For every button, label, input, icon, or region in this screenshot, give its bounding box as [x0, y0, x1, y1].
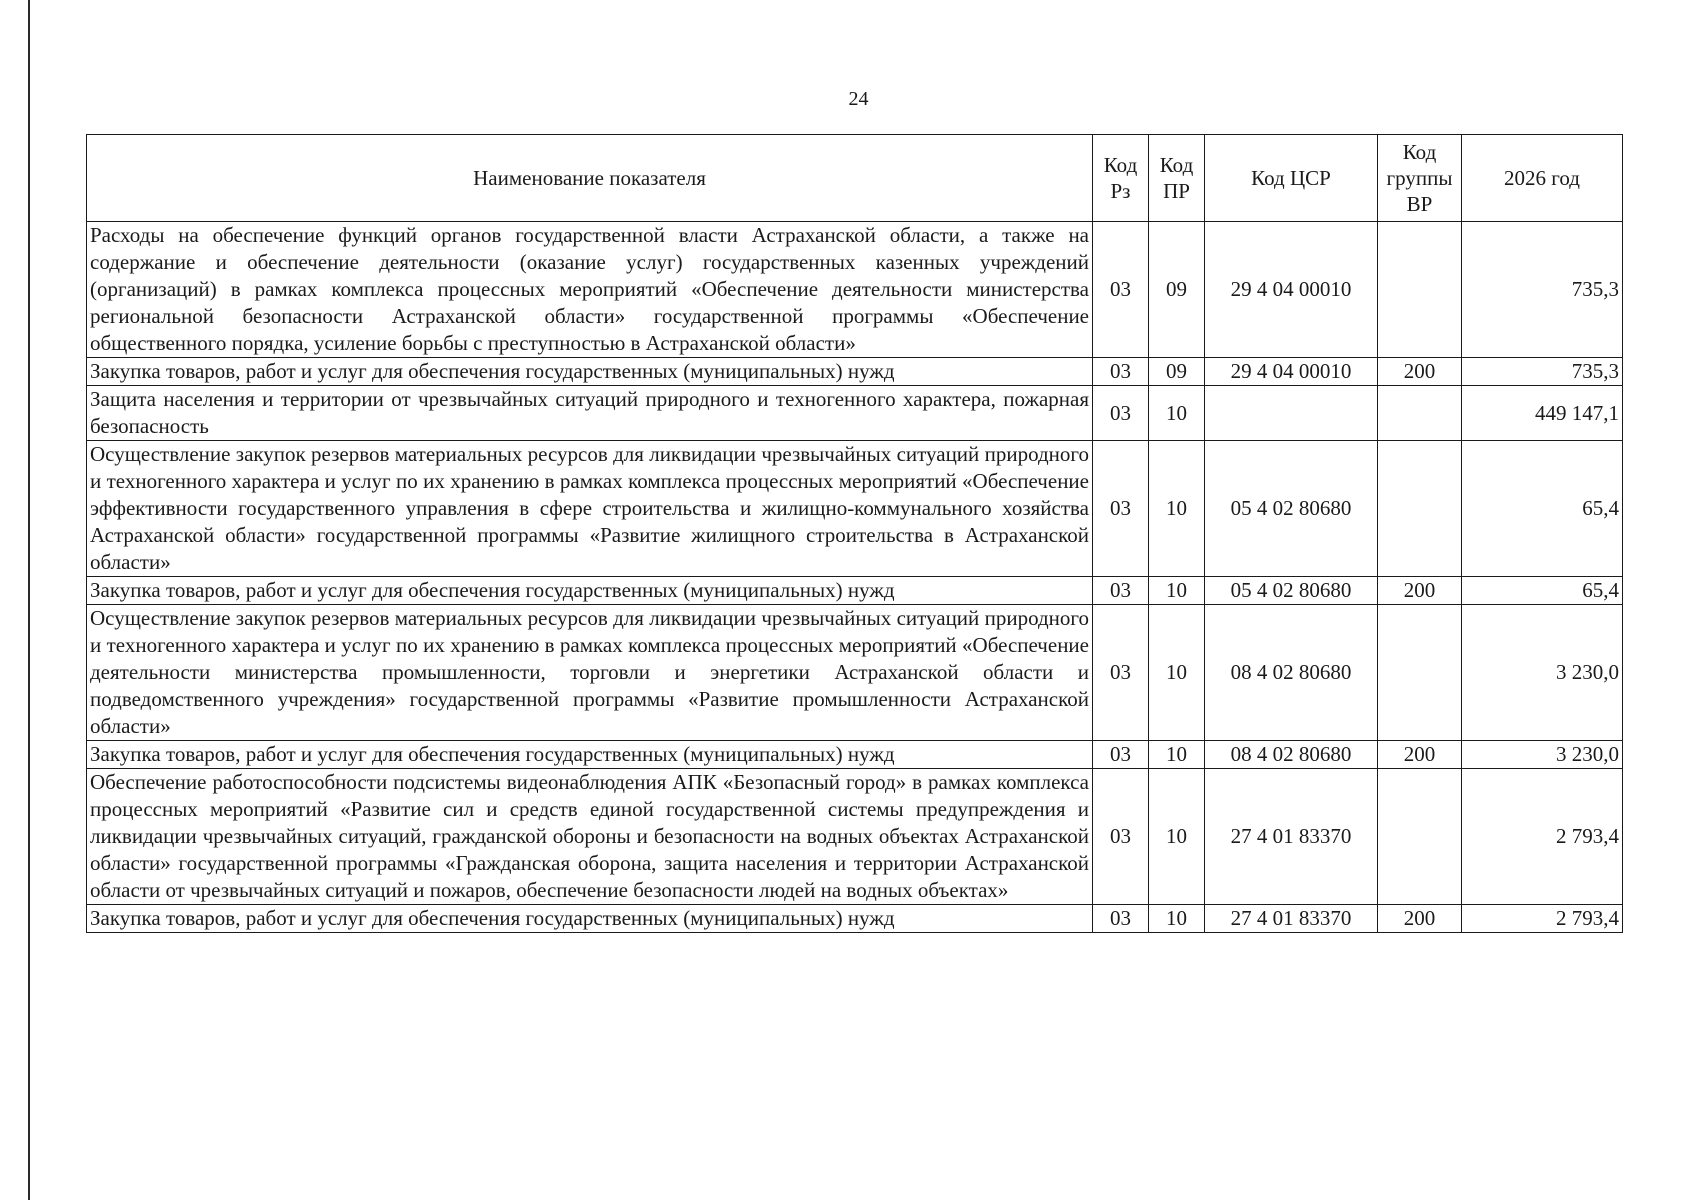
table-row	[87, 441, 1623, 577]
header-year: 2026 год	[1462, 135, 1623, 222]
row-csr: 27 4 01 83370	[1205, 769, 1378, 905]
row-vr: 200	[1378, 741, 1462, 769]
row-rz: 03	[1093, 741, 1149, 769]
row-pr: 10	[1149, 386, 1205, 441]
table-row	[87, 577, 1623, 605]
header-pr: Код ПР	[1149, 135, 1205, 222]
row-amount: 2 793,4	[1462, 905, 1623, 933]
row-vr: 200	[1378, 905, 1462, 933]
row-name: Закупка товаров, работ и услуг для обеспечения государственных (муниципальных) нужд	[87, 741, 1093, 769]
row-amount: 3 230,0	[1462, 605, 1623, 741]
row-vr	[1378, 386, 1462, 441]
row-amount: 735,3	[1462, 222, 1623, 358]
table-row	[87, 222, 1623, 358]
row-amount: 65,4	[1462, 577, 1623, 605]
row-rz: 03	[1093, 386, 1149, 441]
row-name: Осуществление закупок резервов материальных ресурсов для ликвидации чрезвычайных ситуаций природного и техногенного характера и услуг по их хранению в рамках комплекса процессных мероприятий «Обеспечение эффективности государственного управления в сфере строительства и жилищно-коммунального хозяйства Астраханской области» государственной программы «Развитие жилищного строительства в Астраханской области»	[87, 441, 1093, 577]
row-rz: 03	[1093, 605, 1149, 741]
table-row	[87, 605, 1623, 741]
row-vr: 200	[1378, 577, 1462, 605]
row-csr: 29 4 04 00010	[1205, 358, 1378, 386]
table-row	[87, 358, 1623, 386]
table-row	[87, 386, 1623, 441]
row-vr	[1378, 441, 1462, 577]
row-name: Закупка товаров, работ и услуг для обеспечения государственных (муниципальных) нужд	[87, 358, 1093, 386]
row-name: Расходы на обеспечение функций органов государственной власти Астраханской области, а также на содержание и обеспечение деятельности (оказание услуг) государственных казенных учреждений (организаций) в рамках комплекса процессных мероприятий «Обеспечение деятельности министерства региональной безопасности Астраханской области» государственной программы «Обеспечение общественного порядка, усиление борьбы с преступностью в Астраханской области»	[87, 222, 1093, 358]
row-csr: 27 4 01 83370	[1205, 905, 1378, 933]
row-csr: 05 4 02 80680	[1205, 577, 1378, 605]
row-rz: 03	[1093, 441, 1149, 577]
row-rz: 03	[1093, 769, 1149, 905]
page-number: 24	[848, 88, 869, 110]
row-name: Осуществление закупок резервов материальных ресурсов для ликвидации чрезвычайных ситуаций природного и техногенного характера и услуг по их хранению в рамках комплекса процессных мероприятий «Обеспечение деятельности министерства промышленности, торговли и энергетики Астраханской области и подведомственного учреждения» государственной программы «Развитие промышленности Астраханской области»	[87, 605, 1093, 741]
row-amount: 2 793,4	[1462, 769, 1623, 905]
row-vr	[1378, 605, 1462, 741]
row-rz: 03	[1093, 358, 1149, 386]
row-csr: 05 4 02 80680	[1205, 441, 1378, 577]
row-vr	[1378, 769, 1462, 905]
row-vr: 200	[1378, 358, 1462, 386]
row-rz: 03	[1093, 577, 1149, 605]
row-pr: 10	[1149, 905, 1205, 933]
table-header-row	[87, 135, 1623, 222]
row-pr: 10	[1149, 605, 1205, 741]
header-name: Наименование показателя	[87, 135, 1093, 222]
header-vr: Код группы ВР	[1378, 135, 1462, 222]
row-csr: 08 4 02 80680	[1205, 605, 1378, 741]
row-pr: 10	[1149, 741, 1205, 769]
row-pr: 10	[1149, 577, 1205, 605]
row-amount: 65,4	[1462, 441, 1623, 577]
row-name: Защита населения и территории от чрезвычайных ситуаций природного и техногенного характера, пожарная безопасность	[87, 386, 1093, 441]
row-pr: 09	[1149, 222, 1205, 358]
row-pr: 09	[1149, 358, 1205, 386]
row-name: Обеспечение работоспособности подсистемы видеонаблюдения АПК «Безопасный город» в рамках комплекса процессных мероприятий «Развитие сил и средств единой государственной системы предупреждения и ликвидации чрезвычайных ситуаций, гражданской обороны и безопасности на водных объектах Астраханской области» государственной программы «Гражданская оборона, защита населения и территории Астраханской области от чрезвычайных ситуаций и пожаров, обеспечение безопасности людей на водных объектах»	[87, 769, 1093, 905]
row-csr: 29 4 04 00010	[1205, 222, 1378, 358]
scan-edge-line	[28, 0, 30, 1200]
row-amount: 449 147,1	[1462, 386, 1623, 441]
row-pr: 10	[1149, 441, 1205, 577]
header-csr: Код ЦСР	[1205, 135, 1378, 222]
row-rz: 03	[1093, 905, 1149, 933]
row-amount: 735,3	[1462, 358, 1623, 386]
row-name: Закупка товаров, работ и услуг для обеспечения государственных (муниципальных) нужд	[87, 577, 1093, 605]
row-vr	[1378, 222, 1462, 358]
row-rz: 03	[1093, 222, 1149, 358]
table-row	[87, 741, 1623, 769]
header-rz: Код Рз	[1093, 135, 1149, 222]
row-csr	[1205, 386, 1378, 441]
budget-table	[86, 134, 1623, 933]
row-amount: 3 230,0	[1462, 741, 1623, 769]
row-pr: 10	[1149, 769, 1205, 905]
table-row	[87, 905, 1623, 933]
row-csr: 08 4 02 80680	[1205, 741, 1378, 769]
row-name: Закупка товаров, работ и услуг для обеспечения государственных (муниципальных) нужд	[87, 905, 1093, 933]
table-row	[87, 769, 1623, 905]
